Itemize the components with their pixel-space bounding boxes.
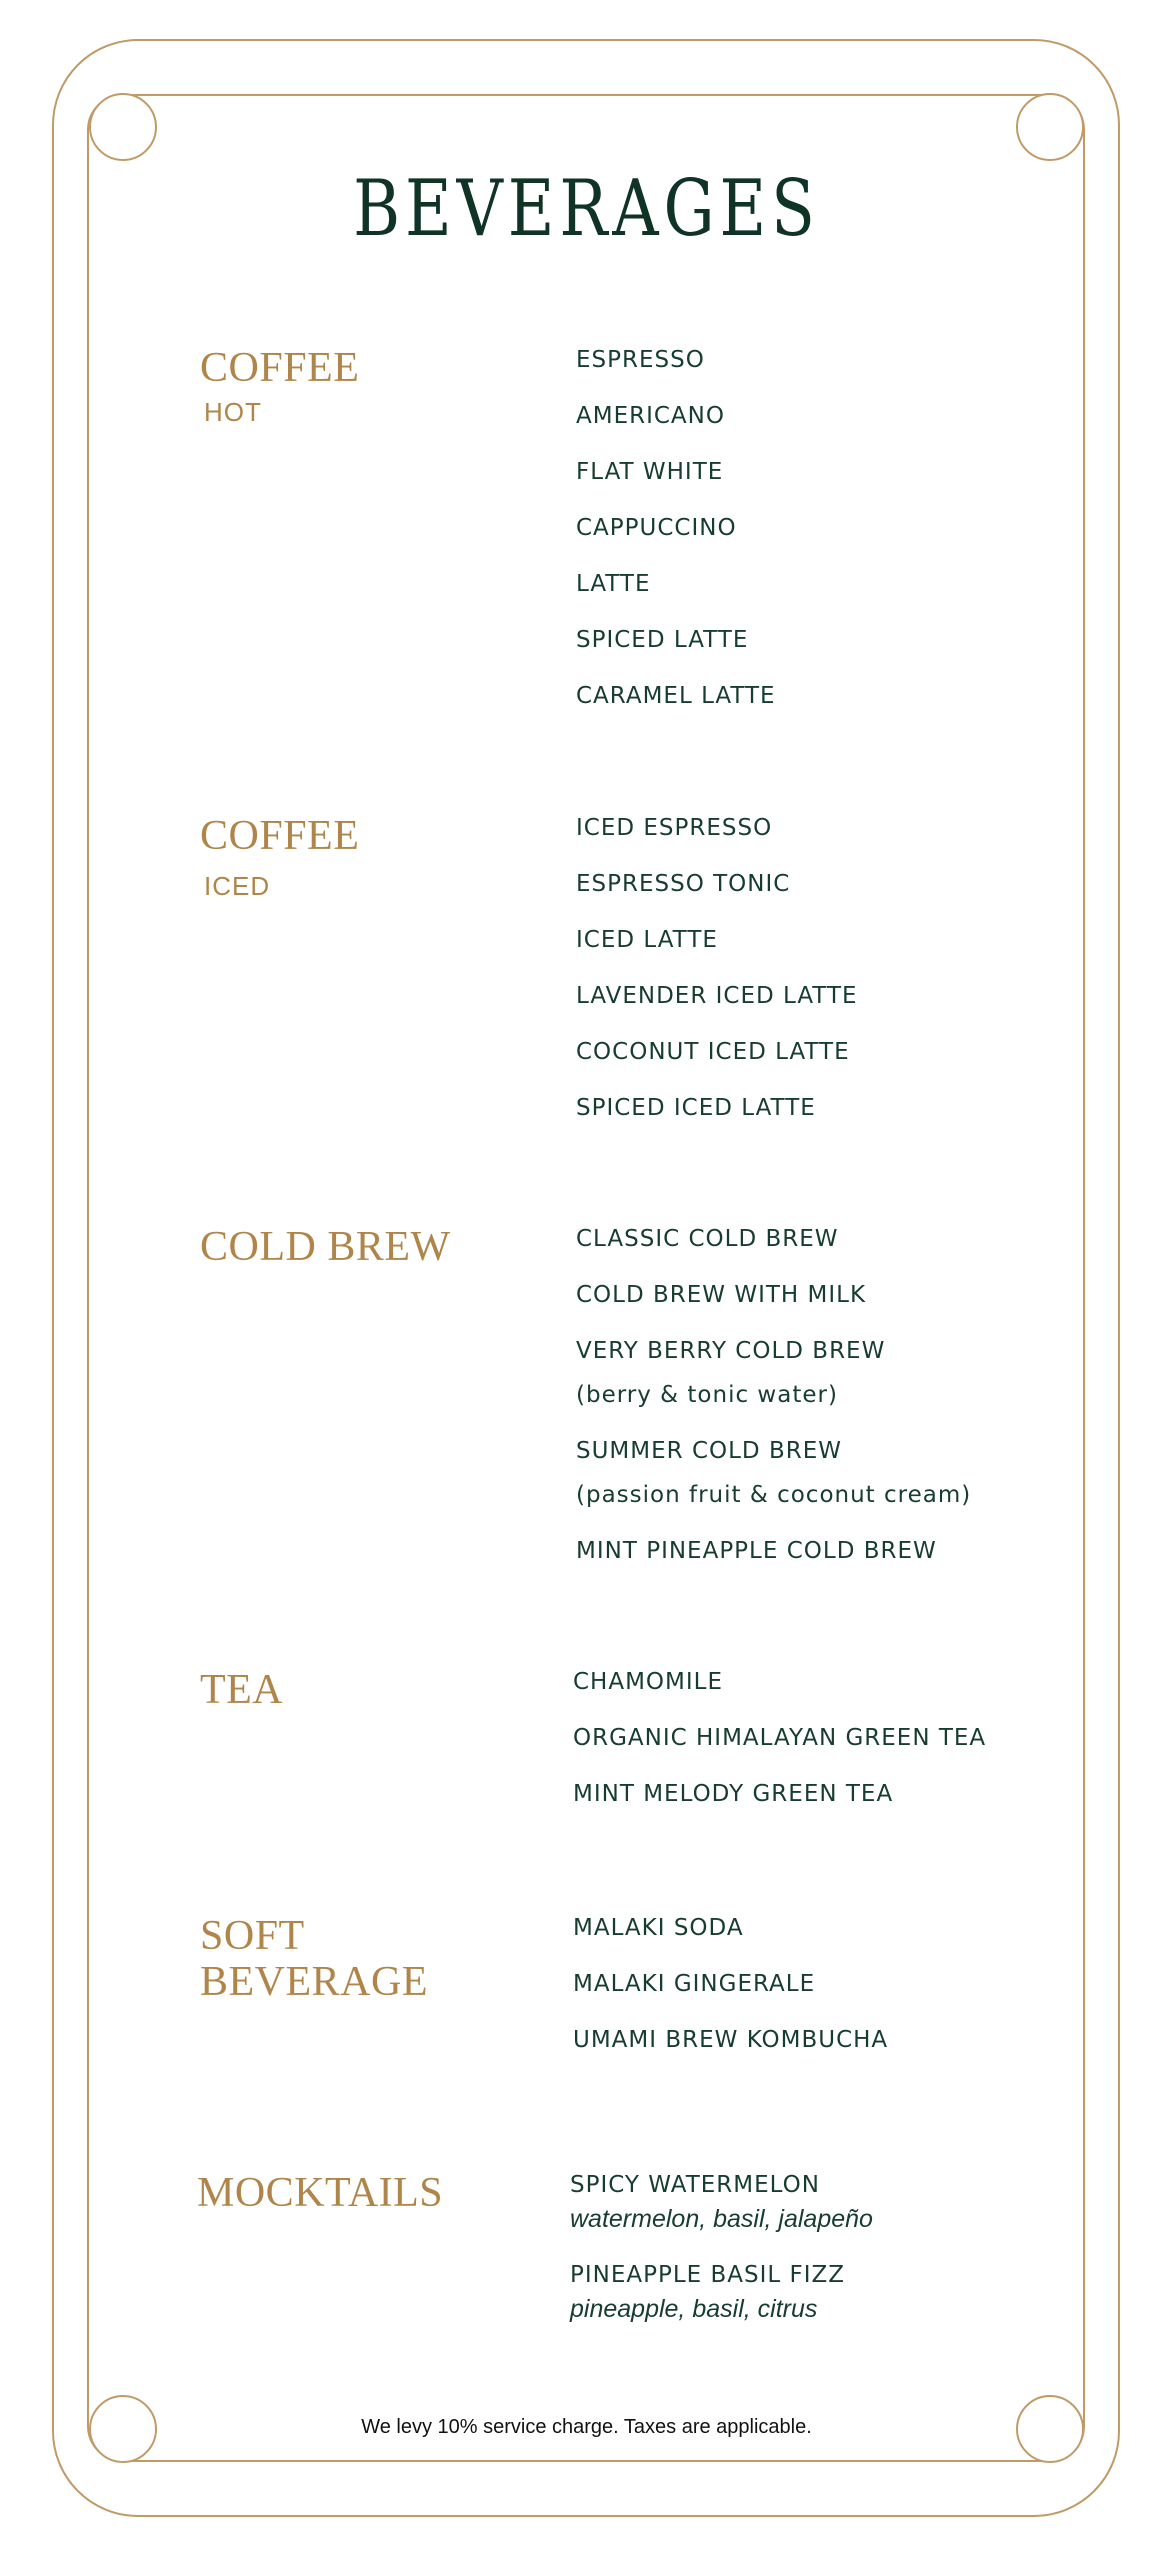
menu-item <box>570 2170 873 2234</box>
item-list <box>576 345 776 737</box>
menu-item: CLASSIC COLD BREW <box>576 1226 839 1252</box>
item-name: VERY BERRY COLD BREW <box>576 1338 886 1364</box>
corner-ornament-tl <box>90 94 156 160</box>
menu-item: SPICED LATTE <box>576 627 749 653</box>
menu-item: CAPPUCCINO <box>576 515 737 541</box>
menu-item: ICED LATTE <box>576 927 718 953</box>
menu-item: MINT PINEAPPLE COLD BREW <box>576 1538 937 1564</box>
menu-item: LAVENDER ICED LATTE <box>576 983 858 1009</box>
page-title: BEVERAGES <box>353 164 820 254</box>
menu-item: LATTE <box>576 571 651 597</box>
menu-item <box>570 2260 873 2324</box>
section-heading: SOFT BEVERAGE <box>200 1913 428 2005</box>
section-heading: COFFEE <box>200 345 360 391</box>
menu-item: MALAKI GINGERALE <box>573 1971 816 1997</box>
item-list <box>573 1667 986 1835</box>
item-list <box>576 1224 971 1592</box>
item-name: SUMMER COLD BREW <box>576 1438 842 1464</box>
menu-item: UMAMI BREW KOMBUCHA <box>573 2027 889 2053</box>
item-list <box>576 813 858 1149</box>
item-list <box>573 1913 888 2081</box>
item-description: watermelon, basil, jalapeño <box>570 2205 873 2233</box>
menu-item: MINT MELODY GREEN TEA <box>573 1781 894 1807</box>
item-name: SPICY WATERMELON <box>570 2172 820 2198</box>
item-name: PINEAPPLE BASIL FIZZ <box>570 2262 846 2288</box>
menu-item: SPICED ICED LATTE <box>576 1095 816 1121</box>
menu-item: COCONUT ICED LATTE <box>576 1039 850 1065</box>
section-heading: MOCKTAILS <box>197 2170 444 2216</box>
menu-item <box>576 1336 971 1410</box>
menu-item: FLAT WHITE <box>576 459 724 485</box>
item-note: (berry & tonic water) <box>576 1382 838 1408</box>
service-charge-note: We levy 10% service charge. Taxes are applicable. <box>361 2416 812 2438</box>
section-subheading: ICED <box>204 871 271 901</box>
section-heading: COFFEE <box>200 813 360 859</box>
section-heading: COLD BREW <box>200 1224 451 1270</box>
menu-item <box>576 1436 971 1510</box>
section-subheading: HOT <box>204 397 262 427</box>
menu-item: MALAKI SODA <box>573 1915 744 1941</box>
corner-ornament-tr <box>1017 94 1083 160</box>
menu-item: ESPRESSO TONIC <box>576 871 791 897</box>
menu-item: COLD BREW WITH MILK <box>576 1282 867 1308</box>
menu-item: AMERICANO <box>576 403 725 429</box>
section-heading: TEA <box>200 1667 284 1713</box>
menu-item: ORGANIC HIMALAYAN GREEN TEA <box>573 1725 987 1751</box>
menu-item: ESPRESSO <box>576 347 705 373</box>
menu-item: CARAMEL LATTE <box>576 683 776 709</box>
menu-item: ICED ESPRESSO <box>576 815 773 841</box>
menu-item: CHAMOMILE <box>573 1669 724 1695</box>
item-list <box>570 2170 873 2350</box>
item-note: (passion fruit & coconut cream) <box>576 1482 972 1508</box>
item-description: pineapple, basil, citrus <box>570 2295 818 2323</box>
